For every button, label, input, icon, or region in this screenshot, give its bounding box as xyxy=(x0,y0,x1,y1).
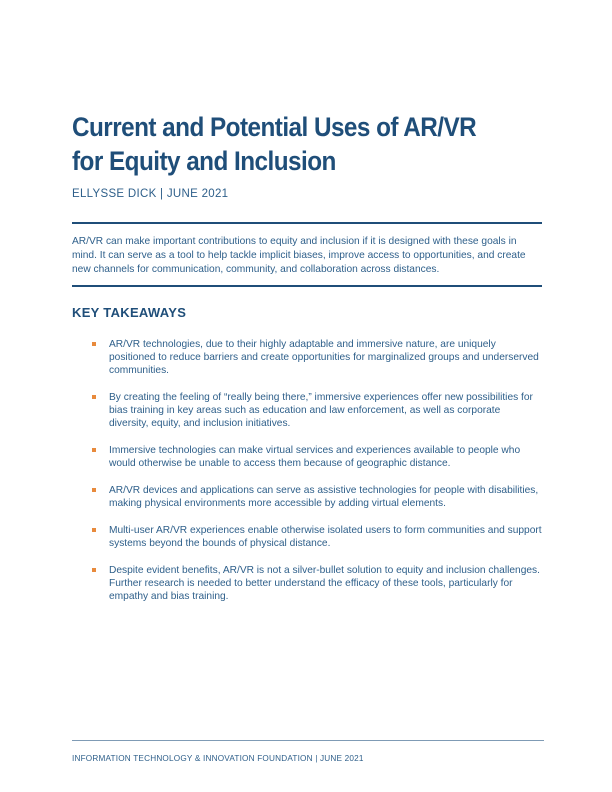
square-bullet-icon xyxy=(92,568,96,572)
takeaway-item xyxy=(92,391,542,430)
takeaway-item xyxy=(92,524,542,550)
takeaway-text: By creating the feeling of “really being there,” immersive experiences offer new possibilities for bias training in key areas such as education and law enforcement, as well as corporate diversity, equity, and inclusion initiatives. xyxy=(109,392,533,429)
square-bullet-icon xyxy=(92,395,96,399)
takeaway-text: AR/VR technologies, due to their highly adaptable and immersive nature, are uniquely positioned to reduce barriers and create opportunities for marginalized groups and underserved communities. xyxy=(109,339,539,376)
page-footer: INFORMATION TECHNOLOGY & INNOVATION FOUNDATION | JUNE 2021 xyxy=(72,754,364,763)
page-title xyxy=(72,110,504,178)
takeaway-item xyxy=(92,444,542,470)
summary-paragraph: AR/VR can make important contributions to equity and inclusion if it is designed with these goals in mind. It can serve as a tool to help tackle implicit biases, improve access to opportunities, and create new channels for communication, community, and collaboration across distances. xyxy=(72,236,526,275)
square-bullet-icon xyxy=(92,488,96,492)
key-takeaways-heading: KEY TAKEAWAYS xyxy=(72,305,187,320)
byline: ELLYSSE DICK | JUNE 2021 xyxy=(72,188,229,200)
square-bullet-icon xyxy=(92,342,96,346)
takeaway-item xyxy=(92,564,542,603)
square-bullet-icon xyxy=(92,528,96,532)
takeaway-text: Despite evident benefits, AR/VR is not a silver-bullet solution to equity and inclusion challenges. Further research is needed to better understand the efficacy of these tools, particularly for empathy and bias training. xyxy=(109,565,540,602)
takeaway-text: AR/VR devices and applications can serve as assistive technologies for people with disabilities, making physical environments more accessible by adding virtual elements. xyxy=(109,485,539,509)
summary-top-rule xyxy=(72,222,542,224)
title-line-2: for Equity and Inclusion xyxy=(72,146,336,176)
takeaway-text: Immersive technologies can make virtual services and experiences available to people who would otherwise be unable to access them because of geographic distance. xyxy=(109,445,521,469)
summary-bottom-rule xyxy=(72,285,542,287)
key-takeaways-list xyxy=(92,338,542,617)
takeaway-item xyxy=(92,484,542,510)
takeaway-text: Multi-user AR/VR experiences enable otherwise isolated users to form communities and support systems beyond the bounds of physical distance. xyxy=(109,525,542,549)
footer-rule xyxy=(72,740,544,741)
square-bullet-icon xyxy=(92,448,96,452)
takeaway-item xyxy=(92,338,542,377)
title-line-1: Current and Potential Uses of AR/VR xyxy=(72,112,477,142)
